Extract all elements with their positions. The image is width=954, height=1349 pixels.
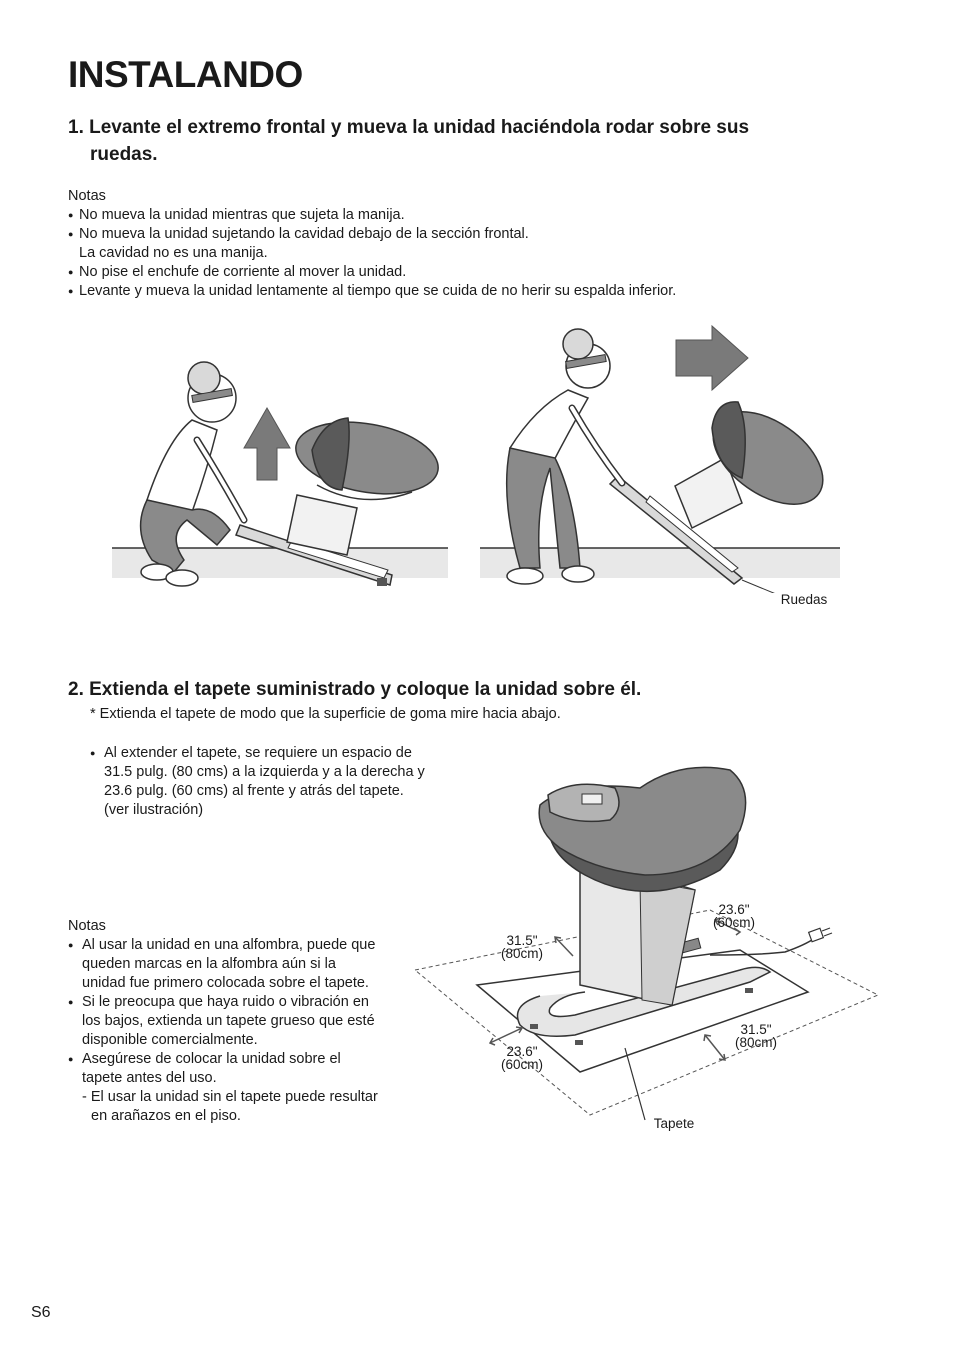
step2-note-line: ● Al usar la unidad en una alfombra, puede que (82, 937, 376, 953)
step1-note (68, 225, 828, 263)
dim-value: 23.6" (718, 902, 750, 917)
mat-label: Tapete (653, 1116, 695, 1131)
step2-notes (68, 917, 428, 1126)
step2-note (68, 1050, 428, 1126)
space-line: ● Al extender el tapete, se requiere un espacio de (104, 745, 412, 761)
step1-heading-line2: ruedas. (90, 144, 158, 165)
step2-note-line: queden marcas en la alfombra aún si la (82, 956, 336, 972)
dim-metric: (80cm) (500, 946, 543, 961)
step1-note-text: Levante y mueva la unidad lentamente al tiempo que se cuida de no herir su espalda inferior. (79, 283, 677, 299)
step2-note-line: disponible comercialmente. (82, 1032, 258, 1048)
dim-metric: (80cm) (734, 1035, 777, 1050)
step1-note (68, 206, 828, 225)
dim-metric: (60cm) (712, 915, 755, 930)
wheels-label: Ruedas (780, 592, 828, 607)
step2-note-dash-line: - El usar la unidad sin el tapete puede resultar (82, 1089, 378, 1105)
dim-value: 31.5" (740, 1022, 772, 1037)
step2-note-line: tapete antes del uso. (82, 1070, 217, 1086)
step2-note-line: ● Si le preocupa que haya ruido o vibración en (82, 994, 369, 1010)
lifting-unit-illustration (112, 320, 448, 600)
step1-note-text: No pise el enchufe de corriente al mover la unidad. (79, 264, 407, 280)
step1-note-text: La cavidad no es una manija. (79, 245, 268, 261)
dim-value: 23.6" (506, 1044, 538, 1059)
step2-note-line: los bajos, extienda un tapete grueso que esté (82, 1013, 375, 1029)
dim-metric: (60cm) (500, 1057, 543, 1072)
step2-note-dash-line: en arañazos en el piso. (91, 1108, 241, 1124)
step1-note (68, 282, 828, 301)
arrow-right-icon (676, 326, 748, 390)
page-title: INSTALANDO (68, 54, 303, 95)
space-line: 23.6 pulg. (60 cms) al frente y atrás del tapete. (104, 783, 404, 799)
step2-footnote: * Extienda el tapete de modo que la superficie de goma mire hacia abajo. (90, 706, 561, 722)
space-line: 31.5 pulg. (80 cms) a la izquierda y a la derecha y (104, 764, 425, 780)
step1-notes-list (68, 206, 828, 301)
space-line: (ver ilustración) (104, 802, 204, 818)
arrow-up-icon (244, 408, 290, 480)
step1-note (68, 263, 828, 282)
step1-heading-line1: 1. Levante el extremo frontal y mueva la unidad haciéndola rodar sobre sus (68, 117, 750, 138)
dim-top-right (706, 903, 762, 929)
unit-on-mat-illustration (410, 760, 885, 1140)
step1-notes-title: Notas (68, 188, 106, 204)
step1-note-text: No mueva la unidad sujetando la cavidad debajo de la sección frontal. (79, 226, 529, 242)
step1-heading (68, 114, 868, 168)
dim-value: 31.5" (506, 933, 538, 948)
step2-note-line: unidad fue primero colocada sobre el tapete. (82, 975, 369, 991)
dim-bottom-left (494, 1045, 550, 1071)
step2-note (68, 993, 428, 1050)
dim-left (494, 934, 550, 960)
step2-notes-list (68, 936, 428, 1126)
step2-note-line: ● Asegúrese de colocar la unidad sobre el (82, 1051, 341, 1067)
page-number: S6 (31, 1304, 51, 1321)
step2-heading: 2. Extienda el tapete suministrado y coloque la unidad sobre él. (68, 679, 642, 700)
rolling-unit-illustration (480, 318, 840, 593)
step2-notes-title: Notas (68, 918, 106, 934)
step1-note-text: No mueva la unidad mientras que sujeta la manija. (79, 207, 405, 223)
step1-notes (68, 187, 828, 301)
step2-note (68, 936, 428, 993)
dim-right (728, 1023, 784, 1049)
